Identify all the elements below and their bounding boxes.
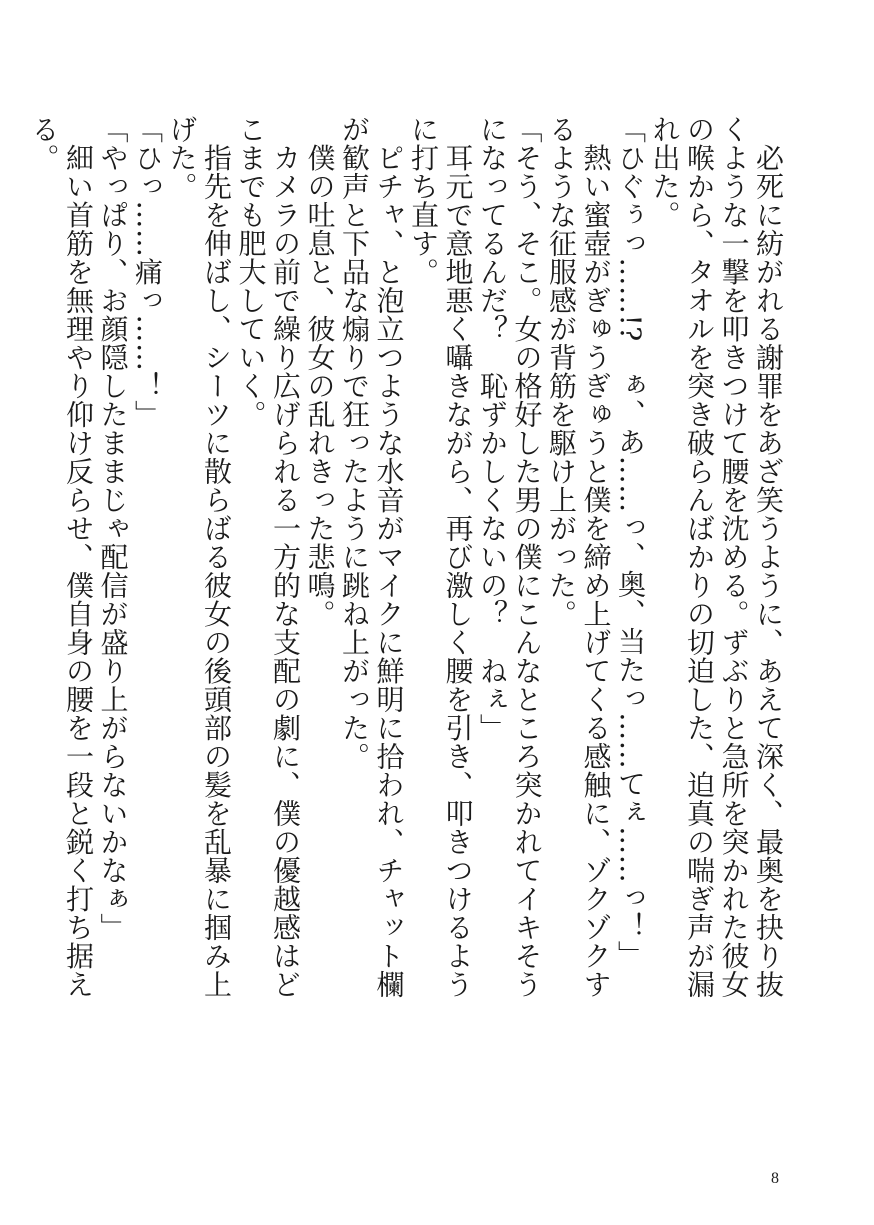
paragraph: 必死に紡がれる謝罪をあざ笑うように、あえて深く、最奥を抉り抜くような一撃を叩きつけて腰を沈める。ずぶりと急所を突かれた彼女の喉から、タオルを突き破らんばかりの切迫した、迫真の喘ぎ声が漏れ出た。 (648, 115, 785, 999)
dialogue-line: 「ひぐぅっ……!? ぁ、あ……っ、奥、当たっ……てぇ……っ！」 (614, 115, 647, 969)
paragraph: 熱い蜜壺がぎゅうぎゅうと僕を締め上げてくる感触に、ゾクゾクするような征服感が背筋を駆け上がった。 (545, 115, 613, 999)
paragraph: 指先を伸ばし、シーツに散らばる彼女の後頭部の髪を乱暴に掴み上げた。 (165, 115, 233, 999)
paragraph: 耳元で意地悪く囁きながら、再び激しく腰を引き、叩きつけるように打ち直す。 (407, 115, 475, 999)
dialogue-line: 「やっぱり、お顔隠したままじゃ配信が盛り上がらないかなぁ」 (96, 115, 130, 942)
dialogue-line: 「ひっ……痛っ……！」 (131, 115, 164, 429)
paragraph: ピチャ、と泡立つような水音がマイクに鮮明に拾われ、チャット欄が歓声と下品な煽りで狂ったように跳ね上がった。 (338, 115, 406, 999)
paragraph: 細い首筋を無理やり仰け反らせ、僕自身の腰を一段と鋭く打ち据える。 (27, 115, 95, 999)
paragraph: 僕の吐息と、彼女の乱れきった悲鳴。 (303, 115, 337, 628)
page-number: 8 (771, 1170, 779, 1187)
vertical-text-body (27, 115, 785, 1015)
dialogue-line: 「そう、そこ。女の格好した男の僕にこんなところ突かれてイキそうになってるんだ？ 恥ずかしくないの？ ねぇ」 (476, 115, 544, 999)
paragraph: カメラの前で繰り広げられる一方的な支配の劇に、僕の優越感はどこまでも肥大していく。 (234, 115, 302, 999)
